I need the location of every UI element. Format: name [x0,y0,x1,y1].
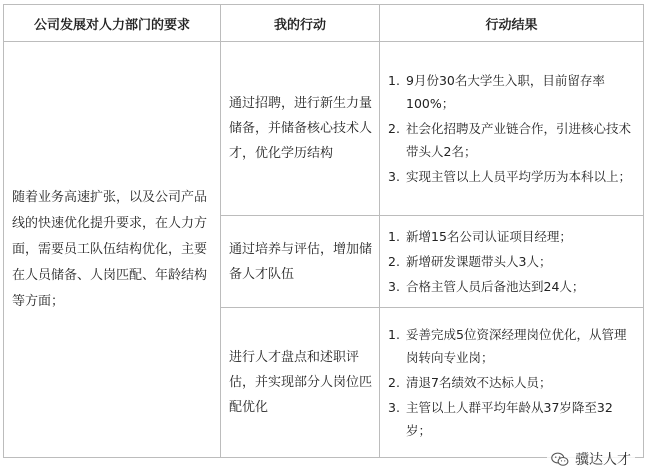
table-header-row [4,5,644,42]
action-cell: 通过招聘，进行新生力量储备，并储备核心技术人才，优化学历结构 [221,42,380,216]
table-row [4,42,644,216]
result-number: 1. [388,327,400,342]
result-item [388,117,637,163]
header-action: 我的行动 [221,5,380,42]
result-item [388,250,637,273]
result-text: 主管以上人群平均年龄从37岁降至32岁； [406,400,613,438]
result-item [388,165,637,188]
result-item [388,69,637,115]
result-number: 2. [388,121,400,136]
result-number: 3. [388,400,400,415]
hr-action-table [3,4,644,458]
result-text: 妥善完成5位资深经理岗位优化，从管理岗转向专业岗； [406,327,627,365]
result-item [388,396,637,442]
result-number: 2. [388,375,400,390]
result-item [388,225,637,248]
result-text: 实现主管以上人员平均学历为本科以上； [406,169,632,184]
result-text: 新增研发课题带头人3人； [406,254,552,269]
watermark-text: 骥达人才 [575,452,631,468]
requirement-cell: 随着业务高速扩张，以及公司产品线的快速优化提升要求，在人力方面，需要员工队伍结构优化，主要在人员储备、人岗匹配、年龄结构等方面； [4,42,221,458]
result-number: 3. [388,169,400,184]
result-list [388,225,637,298]
result-list [388,323,637,442]
result-cell [380,42,644,216]
result-number: 3. [388,279,400,294]
result-cell [380,216,644,308]
result-number: 1. [388,229,400,244]
result-text: 新增15名公司认证项目经理； [406,229,572,244]
wechat-icon [551,452,569,467]
result-item [388,371,637,394]
result-item [388,323,637,369]
header-result: 行动结果 [380,5,644,42]
result-number: 1. [388,73,400,88]
result-text: 社会化招聘及产业链合作，引进核心技术带头人2名； [406,121,632,159]
result-number: 2. [388,254,400,269]
result-cell [380,308,644,458]
result-text: 9月份30名大学生入职，目前留存率100%； [406,73,605,111]
action-cell: 进行人才盘点和述职评估，并实现部分人岗位匹配优化 [221,308,380,458]
header-requirement: 公司发展对人力部门的要求 [4,5,221,42]
result-text: 清退7名绩效不达标人员； [406,375,552,390]
result-text: 合格主管人员后备池达到24人； [406,279,585,294]
result-item [388,275,637,298]
result-list [388,69,637,188]
action-cell: 通过培养与评估，增加储备人才队伍 [221,216,380,308]
watermark [547,448,635,470]
